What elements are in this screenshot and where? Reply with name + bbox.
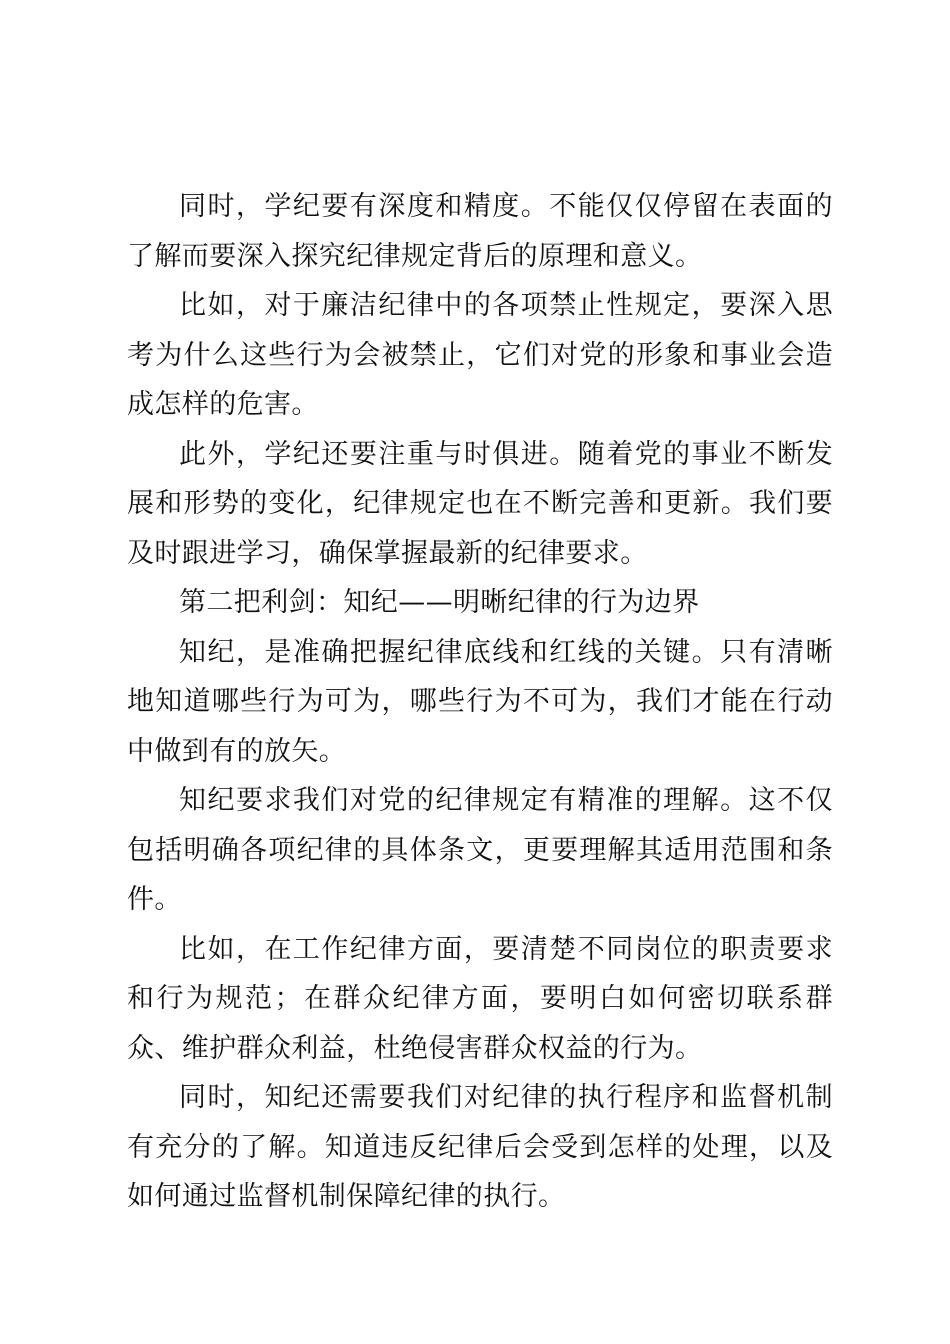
section-heading: 第二把利剑：知纪——明晰纪律的行为边界 — [179, 587, 700, 618]
paragraph-3: 此外，学纪还要注重与时俱进。随着党的事业不断发展和形势的变化，纪律规定也在不断完善和更新。我们要及时跟进学习，确保掌握最新的纪律要求。 — [127, 438, 833, 569]
paragraph-4: 知纪，是准确把握纪律底线和红线的关键。只有清晰地知道哪些行为可为，哪些行为不可为，我们才能在行动中做到有的放矢。 — [127, 636, 833, 767]
paragraph-6: 比如，在工作纪律方面，要清楚不同岗位的职责要求和行为规范；在群众纪律方面，要明白如何密切联系群众、维护群众利益，杜绝侵害群众权益的行为。 — [127, 933, 833, 1064]
paragraph-7: 同时，知纪还需要我们对纪律的执行程序和监督机制有充分的了解。知道违反纪律后会受到怎样的处理，以及如何通过监督机制保障纪律的执行。 — [127, 1082, 833, 1212]
paragraph-5: 知纪要求我们对党的纪律规定有精准的理解。这不仅包括明确各项纪律的具体条文，更要理解其适用范围和条件。 — [127, 785, 833, 915]
paragraph-1: 同时，学纪要有深度和精度。不能仅仅停留在表面的了解而要深入探究纪律规定背后的原理和意义。 — [127, 191, 833, 272]
document-body — [127, 182, 833, 1222]
paragraph-2: 比如，对于廉洁纪律中的各项禁止性规定，要深入思考为什么这些行为会被禁止，它们对党的形象和事业会造成怎样的危害。 — [127, 290, 833, 420]
